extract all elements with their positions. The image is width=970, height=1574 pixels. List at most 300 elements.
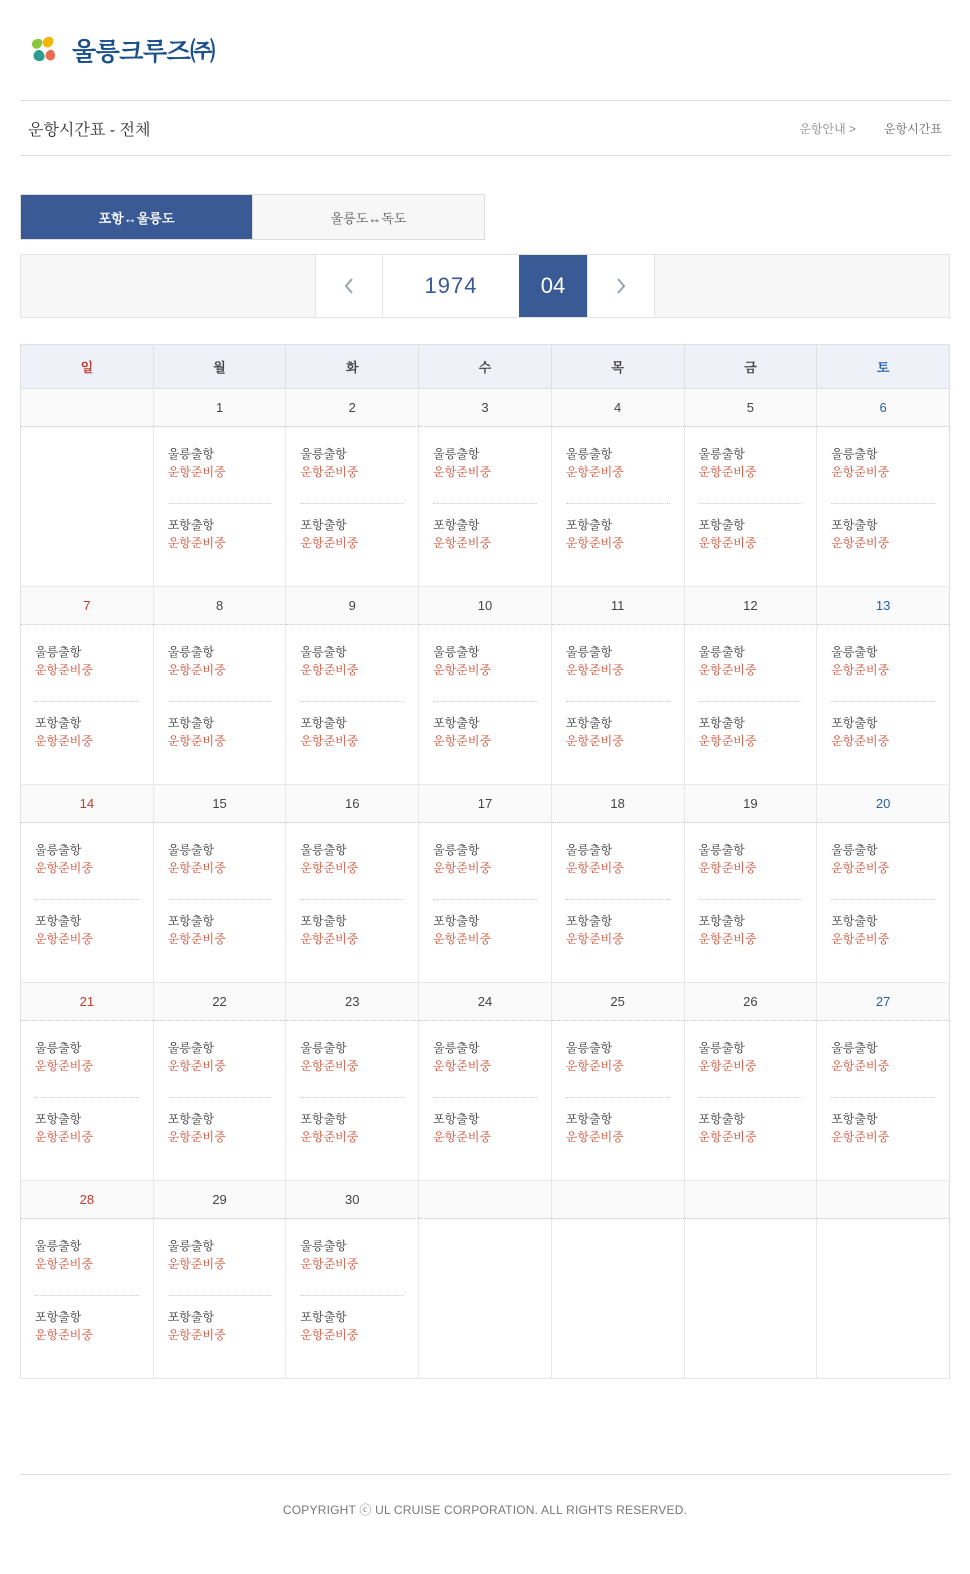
calendar-day-cell[interactable] bbox=[21, 625, 154, 785]
schedule-status-text: 운항준비중 bbox=[565, 1059, 624, 1073]
schedule-entry[interactable] bbox=[433, 643, 537, 679]
calendar-day-empty bbox=[419, 1181, 552, 1219]
schedule-departure-label: 울릉출항 bbox=[565, 843, 613, 857]
calendar-day-number[interactable]: 11 bbox=[551, 587, 684, 625]
schedule-status-text: 운항준비중 bbox=[698, 1059, 757, 1073]
calendar-day-cell[interactable] bbox=[551, 823, 684, 983]
schedule-status-text: 운항준비중 bbox=[698, 536, 757, 550]
calendar-day-number[interactable]: 24 bbox=[419, 983, 552, 1021]
site-header bbox=[0, 0, 970, 100]
calendar-day-cell[interactable] bbox=[817, 625, 950, 785]
schedule-entry[interactable] bbox=[35, 912, 139, 948]
calendar-day-number[interactable]: 23 bbox=[286, 983, 419, 1021]
calendar-day-number[interactable]: 9 bbox=[286, 587, 419, 625]
calendar-day-cell[interactable] bbox=[21, 823, 154, 983]
schedule-status-text: 운항준비중 bbox=[300, 663, 359, 677]
schedule-departure-label: 포항출항 bbox=[300, 1112, 347, 1126]
calendar-day-number[interactable]: 21 bbox=[21, 983, 154, 1021]
schedule-entry[interactable] bbox=[566, 714, 670, 750]
schedule-departure-label: 포항출항 bbox=[565, 518, 613, 532]
schedule-entry[interactable] bbox=[831, 445, 935, 481]
calendar-day-cell[interactable] bbox=[153, 1021, 286, 1181]
schedule-divider bbox=[300, 1295, 404, 1296]
schedule-entry[interactable] bbox=[300, 1110, 404, 1146]
schedule-entry[interactable] bbox=[699, 912, 803, 948]
calendar-day-cell bbox=[551, 1219, 684, 1379]
schedule-divider bbox=[831, 701, 935, 702]
calendar-day-number[interactable]: 13 bbox=[817, 587, 950, 625]
schedule-entry[interactable] bbox=[699, 1039, 803, 1075]
schedule-status-text: 운항준비중 bbox=[167, 1059, 226, 1073]
schedule-status-text: 운항준비중 bbox=[698, 1130, 757, 1144]
schedule-entry[interactable] bbox=[35, 1039, 139, 1075]
calendar-day-cell[interactable] bbox=[419, 1021, 552, 1181]
schedule-departure-label: 포항출항 bbox=[698, 716, 745, 730]
schedule-calendar bbox=[20, 344, 950, 1379]
schedule-entry[interactable] bbox=[300, 714, 404, 750]
calendar-event-row bbox=[21, 625, 950, 785]
page-title: 운항시간표 - 전체 bbox=[28, 121, 151, 139]
schedule-status-text: 운항준비중 bbox=[300, 1130, 359, 1144]
schedule-status-text: 운항준비중 bbox=[698, 734, 757, 748]
weekday-header-wed: 수 bbox=[419, 345, 552, 389]
calendar-day-cell[interactable] bbox=[153, 427, 286, 587]
calendar-daynum-row bbox=[21, 983, 950, 1021]
schedule-status-text: 운항준비중 bbox=[167, 536, 226, 550]
calendar-day-number[interactable]: 3 bbox=[419, 389, 552, 427]
breadcrumb-item-1[interactable]: 운항시간표 bbox=[884, 121, 942, 136]
calendar-day-cell bbox=[419, 1219, 552, 1379]
schedule-divider bbox=[35, 899, 139, 900]
schedule-status-text: 운항준비중 bbox=[565, 663, 624, 677]
breadcrumb-item-0[interactable]: 운항안내 > bbox=[799, 121, 857, 136]
schedule-status-text: 운항준비중 bbox=[167, 861, 226, 875]
schedule-entry[interactable] bbox=[433, 841, 537, 877]
schedule-departure-label: 울릉출항 bbox=[433, 645, 480, 659]
schedule-divider bbox=[699, 1097, 803, 1098]
schedule-entry[interactable] bbox=[566, 1110, 670, 1146]
schedule-departure-label: 포항출항 bbox=[167, 518, 215, 532]
schedule-status-text: 운항준비중 bbox=[35, 1257, 93, 1271]
schedule-departure-label: 울릉출항 bbox=[167, 1239, 215, 1253]
calendar-day-cell[interactable] bbox=[551, 1021, 684, 1181]
schedule-divider bbox=[433, 503, 537, 504]
calendar-day-cell[interactable] bbox=[684, 823, 817, 983]
schedule-divider bbox=[300, 503, 404, 504]
schedule-departure-label: 울릉출항 bbox=[565, 447, 613, 461]
schedule-departure-label: 울릉출항 bbox=[565, 645, 613, 659]
schedule-entry[interactable] bbox=[566, 1039, 670, 1075]
calendar-day-cell[interactable] bbox=[419, 427, 552, 587]
schedule-departure-label: 포항출항 bbox=[698, 1112, 745, 1126]
schedule-departure-label: 울릉출항 bbox=[300, 447, 347, 461]
calendar-day-number[interactable]: 17 bbox=[419, 785, 552, 823]
schedule-divider bbox=[300, 1097, 404, 1098]
calendar-header-row bbox=[21, 345, 950, 389]
calendar-day-empty bbox=[21, 389, 154, 427]
calendar-day-number[interactable]: 10 bbox=[419, 587, 552, 625]
schedule-entry[interactable] bbox=[831, 912, 935, 948]
schedule-entry[interactable] bbox=[35, 1110, 139, 1146]
schedule-status-text: 운항준비중 bbox=[167, 1257, 226, 1271]
schedule-divider bbox=[566, 503, 670, 504]
calendar-day-number[interactable]: 20 bbox=[817, 785, 950, 823]
calendar-day-cell[interactable] bbox=[684, 625, 817, 785]
schedule-status-text: 운항준비중 bbox=[300, 1328, 359, 1342]
calendar-day-cell[interactable] bbox=[551, 427, 684, 587]
route-tab-group bbox=[20, 194, 485, 240]
schedule-status-text: 운항준비중 bbox=[565, 734, 624, 748]
schedule-divider bbox=[699, 503, 803, 504]
schedule-entry[interactable] bbox=[300, 1308, 404, 1344]
schedule-departure-label: 포항출항 bbox=[35, 914, 82, 928]
calendar-day-number[interactable]: 18 bbox=[551, 785, 684, 823]
schedule-status-text: 운항준비중 bbox=[831, 1059, 890, 1073]
calendar-day-number[interactable]: 4 bbox=[551, 389, 684, 427]
calendar-day-number[interactable]: 8 bbox=[153, 587, 286, 625]
schedule-divider bbox=[433, 1097, 537, 1098]
schedule-divider bbox=[168, 503, 272, 504]
schedule-status-text: 운항준비중 bbox=[167, 465, 226, 479]
schedule-status-text: 운항준비중 bbox=[831, 663, 890, 677]
schedule-departure-label: 울릉출항 bbox=[35, 645, 82, 659]
calendar-day-cell[interactable] bbox=[286, 1219, 419, 1379]
calendar-day-number[interactable]: 30 bbox=[286, 1181, 419, 1219]
calendar-day-cell bbox=[21, 427, 154, 587]
tab-ulleungdo-dokdo[interactable]: 울릉도↔독도 bbox=[253, 195, 484, 239]
schedule-departure-label: 포항출항 bbox=[831, 914, 878, 928]
schedule-entry[interactable] bbox=[300, 643, 404, 679]
copyright-text: COPYRIGHT ⓒ UL CRUISE CORPORATION. ALL RIGHTS RESERVED. bbox=[282, 1503, 688, 1517]
schedule-status-text: 운항준비중 bbox=[300, 932, 359, 946]
schedule-status-text: 운항준비중 bbox=[565, 536, 624, 550]
calendar-event-row bbox=[21, 1021, 950, 1181]
schedule-divider bbox=[168, 701, 272, 702]
month-navigation bbox=[20, 254, 950, 318]
schedule-divider bbox=[35, 1295, 139, 1296]
calendar-day-number[interactable]: 16 bbox=[286, 785, 419, 823]
schedule-departure-label: 울릉출항 bbox=[698, 843, 745, 857]
calendar-day-number[interactable]: 6 bbox=[817, 389, 950, 427]
schedule-entry[interactable] bbox=[699, 516, 803, 552]
schedule-entry[interactable] bbox=[699, 841, 803, 877]
schedule-entry[interactable] bbox=[35, 1308, 139, 1344]
chevron-left-icon[interactable] bbox=[315, 255, 383, 317]
schedule-entry[interactable] bbox=[300, 445, 404, 481]
schedule-departure-label: 포항출항 bbox=[167, 1310, 215, 1324]
schedule-entry[interactable] bbox=[168, 1308, 272, 1344]
schedule-departure-label: 포항출항 bbox=[831, 518, 878, 532]
schedule-divider bbox=[831, 899, 935, 900]
month-value[interactable]: 04 bbox=[519, 255, 587, 317]
calendar-daynum-row bbox=[21, 1181, 950, 1219]
calendar-day-number[interactable]: 25 bbox=[551, 983, 684, 1021]
schedule-departure-label: 포항출항 bbox=[698, 914, 745, 928]
calendar-day-number[interactable]: 26 bbox=[684, 983, 817, 1021]
calendar-day-cell[interactable] bbox=[286, 427, 419, 587]
schedule-entry[interactable] bbox=[35, 1237, 139, 1273]
schedule-entry[interactable] bbox=[433, 1039, 537, 1075]
calendar-day-number[interactable]: 27 bbox=[817, 983, 950, 1021]
schedule-entry[interactable] bbox=[168, 841, 272, 877]
calendar-day-number[interactable]: 14 bbox=[21, 785, 154, 823]
schedule-divider bbox=[300, 899, 404, 900]
calendar-day-cell[interactable] bbox=[286, 1021, 419, 1181]
schedule-departure-label: 울릉출항 bbox=[300, 1041, 347, 1055]
schedule-divider bbox=[433, 899, 537, 900]
schedule-status-text: 운항준비중 bbox=[433, 465, 492, 479]
schedule-departure-label: 포항출항 bbox=[167, 716, 215, 730]
schedule-departure-label: 울릉출항 bbox=[167, 447, 215, 461]
schedule-departure-label: 울릉출항 bbox=[698, 447, 745, 461]
schedule-entry[interactable] bbox=[433, 516, 537, 552]
schedule-status-text: 운항준비중 bbox=[698, 465, 757, 479]
schedule-entry[interactable] bbox=[433, 1110, 537, 1146]
schedule-status-text: 운항준비중 bbox=[35, 1130, 93, 1144]
calendar-day-cell[interactable] bbox=[153, 1219, 286, 1379]
schedule-status-text: 운항준비중 bbox=[300, 465, 359, 479]
schedule-entry[interactable] bbox=[35, 841, 139, 877]
schedule-entry[interactable] bbox=[831, 643, 935, 679]
weekday-header-mon: 월 bbox=[153, 345, 286, 389]
schedule-departure-label: 포항출항 bbox=[300, 914, 347, 928]
schedule-departure-label: 울릉출항 bbox=[35, 1239, 82, 1253]
calendar-day-empty bbox=[684, 1181, 817, 1219]
schedule-departure-label: 울릉출항 bbox=[831, 645, 878, 659]
site-logo[interactable] bbox=[28, 32, 215, 68]
calendar-day-cell[interactable] bbox=[153, 823, 286, 983]
calendar-day-cell[interactable] bbox=[153, 625, 286, 785]
schedule-status-text: 운항준비중 bbox=[300, 861, 359, 875]
schedule-status-text: 운항준비중 bbox=[300, 536, 359, 550]
schedule-entry[interactable] bbox=[699, 643, 803, 679]
schedule-departure-label: 포항출항 bbox=[831, 1112, 878, 1126]
weekday-header-sat: 토 bbox=[817, 345, 950, 389]
year-value[interactable]: 1974 bbox=[383, 255, 519, 317]
schedule-divider bbox=[699, 701, 803, 702]
schedule-departure-label: 울릉출항 bbox=[698, 1041, 745, 1055]
schedule-entry[interactable] bbox=[699, 445, 803, 481]
schedule-status-text: 운항준비중 bbox=[565, 465, 624, 479]
calendar-day-number[interactable]: 12 bbox=[684, 587, 817, 625]
schedule-status-text: 운항준비중 bbox=[831, 861, 890, 875]
clover-leaf-icon bbox=[28, 33, 62, 67]
calendar-day-number[interactable]: 7 bbox=[21, 587, 154, 625]
logo-text: 울릉크루즈㈜ bbox=[72, 38, 215, 66]
calendar-body bbox=[21, 389, 950, 1379]
schedule-divider bbox=[168, 1295, 272, 1296]
schedule-departure-label: 포항출항 bbox=[565, 1112, 613, 1126]
schedule-divider bbox=[831, 503, 935, 504]
schedule-status-text: 운항준비중 bbox=[831, 1130, 890, 1144]
schedule-departure-label: 울릉출항 bbox=[831, 1041, 878, 1055]
schedule-divider bbox=[699, 899, 803, 900]
schedule-entry[interactable] bbox=[433, 912, 537, 948]
schedule-departure-label: 울릉출항 bbox=[831, 843, 878, 857]
schedule-departure-label: 울릉출항 bbox=[300, 1239, 347, 1253]
schedule-entry[interactable] bbox=[168, 1039, 272, 1075]
schedule-departure-label: 울릉출항 bbox=[433, 447, 480, 461]
schedule-divider bbox=[433, 701, 537, 702]
schedule-entry[interactable] bbox=[699, 1110, 803, 1146]
schedule-departure-label: 포항출항 bbox=[35, 716, 82, 730]
schedule-entry[interactable] bbox=[831, 714, 935, 750]
calendar-day-number[interactable]: 5 bbox=[684, 389, 817, 427]
schedule-status-text: 운항준비중 bbox=[433, 932, 492, 946]
schedule-departure-label: 울릉출항 bbox=[167, 1041, 215, 1055]
schedule-entry[interactable] bbox=[168, 643, 272, 679]
schedule-entry[interactable] bbox=[566, 643, 670, 679]
schedule-entry[interactable] bbox=[300, 1237, 404, 1273]
schedule-entry[interactable] bbox=[35, 643, 139, 679]
schedule-status-text: 운항준비중 bbox=[831, 465, 890, 479]
schedule-departure-label: 포항출항 bbox=[433, 1112, 480, 1126]
calendar-day-empty bbox=[817, 1181, 950, 1219]
calendar-day-cell[interactable] bbox=[551, 625, 684, 785]
schedule-departure-label: 포항출항 bbox=[565, 914, 613, 928]
schedule-entry[interactable] bbox=[168, 1110, 272, 1146]
schedule-status-text: 운항준비중 bbox=[433, 663, 492, 677]
calendar-day-empty bbox=[551, 1181, 684, 1219]
schedule-departure-label: 울릉출항 bbox=[698, 645, 745, 659]
schedule-departure-label: 포항출항 bbox=[831, 716, 878, 730]
schedule-departure-label: 울릉출항 bbox=[831, 447, 878, 461]
calendar-day-number[interactable]: 1 bbox=[153, 389, 286, 427]
calendar-daynum-row bbox=[21, 785, 950, 823]
schedule-departure-label: 울릉출항 bbox=[167, 645, 215, 659]
calendar-event-row bbox=[21, 1219, 950, 1379]
site-footer bbox=[20, 1474, 950, 1518]
calendar-day-cell[interactable] bbox=[21, 1021, 154, 1181]
schedule-departure-label: 울릉출항 bbox=[300, 843, 347, 857]
schedule-departure-label: 포항출항 bbox=[433, 914, 480, 928]
schedule-departure-label: 포항출항 bbox=[565, 716, 613, 730]
calendar-day-cell[interactable] bbox=[21, 1219, 154, 1379]
calendar-event-row bbox=[21, 823, 950, 983]
calendar-day-number[interactable]: 2 bbox=[286, 389, 419, 427]
schedule-status-text: 운항준비중 bbox=[35, 1328, 93, 1342]
schedule-entry[interactable] bbox=[168, 516, 272, 552]
schedule-status-text: 운항준비중 bbox=[565, 932, 624, 946]
schedule-entry[interactable] bbox=[831, 1039, 935, 1075]
schedule-entry[interactable] bbox=[300, 912, 404, 948]
schedule-departure-label: 울릉출항 bbox=[300, 645, 347, 659]
schedule-entry[interactable] bbox=[168, 1237, 272, 1273]
schedule-status-text: 운항준비중 bbox=[565, 861, 624, 875]
schedule-divider bbox=[168, 899, 272, 900]
schedule-entry[interactable] bbox=[566, 445, 670, 481]
schedule-entry[interactable] bbox=[35, 714, 139, 750]
schedule-status-text: 운항준비중 bbox=[35, 663, 93, 677]
calendar-day-number[interactable]: 29 bbox=[153, 1181, 286, 1219]
schedule-divider bbox=[566, 701, 670, 702]
schedule-departure-label: 울릉출항 bbox=[35, 843, 82, 857]
calendar-day-number[interactable]: 22 bbox=[153, 983, 286, 1021]
chevron-right-icon[interactable] bbox=[587, 255, 655, 317]
schedule-entry[interactable] bbox=[433, 445, 537, 481]
schedule-entry[interactable] bbox=[300, 1039, 404, 1075]
schedule-status-text: 운항준비중 bbox=[167, 932, 226, 946]
calendar-event-row bbox=[21, 427, 950, 587]
weekday-header-tue: 화 bbox=[286, 345, 419, 389]
calendar-day-cell[interactable] bbox=[286, 625, 419, 785]
schedule-status-text: 운항준비중 bbox=[698, 861, 757, 875]
weekday-header-sun: 일 bbox=[21, 345, 154, 389]
weekday-header-fri: 금 bbox=[684, 345, 817, 389]
calendar-day-number[interactable]: 15 bbox=[153, 785, 286, 823]
calendar-day-cell bbox=[817, 1219, 950, 1379]
schedule-departure-label: 포항출항 bbox=[698, 518, 745, 532]
calendar-day-cell[interactable] bbox=[286, 823, 419, 983]
schedule-status-text: 운항준비중 bbox=[35, 932, 93, 946]
schedule-departure-label: 포항출항 bbox=[300, 518, 347, 532]
calendar-day-number[interactable]: 28 bbox=[21, 1181, 154, 1219]
schedule-status-text: 운항준비중 bbox=[433, 861, 492, 875]
schedule-entry[interactable] bbox=[433, 714, 537, 750]
calendar-daynum-row bbox=[21, 587, 950, 625]
schedule-departure-label: 울릉출항 bbox=[433, 1041, 480, 1055]
schedule-entry[interactable] bbox=[168, 912, 272, 948]
calendar-day-cell[interactable] bbox=[419, 625, 552, 785]
schedule-departure-label: 울릉출항 bbox=[433, 843, 480, 857]
schedule-status-text: 운항준비중 bbox=[433, 536, 492, 550]
schedule-status-text: 운항준비중 bbox=[35, 734, 93, 748]
breadcrumb bbox=[799, 120, 942, 137]
calendar-day-cell[interactable] bbox=[817, 1021, 950, 1181]
schedule-entry[interactable] bbox=[699, 714, 803, 750]
schedule-entry[interactable] bbox=[300, 841, 404, 877]
schedule-status-text: 운항준비중 bbox=[565, 1130, 624, 1144]
schedule-divider bbox=[35, 701, 139, 702]
schedule-status-text: 운항준비중 bbox=[300, 1257, 359, 1271]
schedule-entry[interactable] bbox=[831, 841, 935, 877]
schedule-departure-label: 포항출항 bbox=[35, 1310, 82, 1324]
schedule-status-text: 운항준비중 bbox=[698, 663, 757, 677]
schedule-status-text: 운항준비중 bbox=[433, 734, 492, 748]
schedule-divider bbox=[566, 1097, 670, 1098]
calendar-day-cell[interactable] bbox=[684, 427, 817, 587]
calendar-day-cell[interactable] bbox=[817, 823, 950, 983]
calendar-day-cell[interactable] bbox=[684, 1021, 817, 1181]
schedule-entry[interactable] bbox=[566, 516, 670, 552]
schedule-status-text: 운항준비중 bbox=[698, 932, 757, 946]
schedule-status-text: 운항준비중 bbox=[167, 1328, 226, 1342]
schedule-departure-label: 포항출항 bbox=[167, 1112, 215, 1126]
weekday-header-thu: 목 bbox=[551, 345, 684, 389]
schedule-entry[interactable] bbox=[831, 516, 935, 552]
schedule-departure-label: 포항출항 bbox=[300, 716, 347, 730]
schedule-entry[interactable] bbox=[566, 912, 670, 948]
calendar-day-cell[interactable] bbox=[419, 823, 552, 983]
schedule-entry[interactable] bbox=[831, 1110, 935, 1146]
schedule-departure-label: 울릉출항 bbox=[35, 1041, 82, 1055]
calendar-day-number[interactable]: 19 bbox=[684, 785, 817, 823]
schedule-status-text: 운항준비중 bbox=[300, 734, 359, 748]
calendar-day-cell[interactable] bbox=[817, 427, 950, 587]
schedule-divider bbox=[831, 1097, 935, 1098]
schedule-divider bbox=[566, 899, 670, 900]
schedule-departure-label: 포항출항 bbox=[35, 1112, 82, 1126]
schedule-entry[interactable] bbox=[168, 445, 272, 481]
tab-pohang-ulleungdo[interactable]: 포항↔울릉도 bbox=[21, 195, 253, 239]
schedule-entry[interactable] bbox=[566, 841, 670, 877]
schedule-status-text: 운항준비중 bbox=[35, 1059, 93, 1073]
schedule-status-text: 운항준비중 bbox=[167, 663, 226, 677]
schedule-entry[interactable] bbox=[300, 516, 404, 552]
schedule-departure-label: 포항출항 bbox=[300, 1310, 347, 1324]
schedule-divider bbox=[35, 1097, 139, 1098]
schedule-entry[interactable] bbox=[168, 714, 272, 750]
